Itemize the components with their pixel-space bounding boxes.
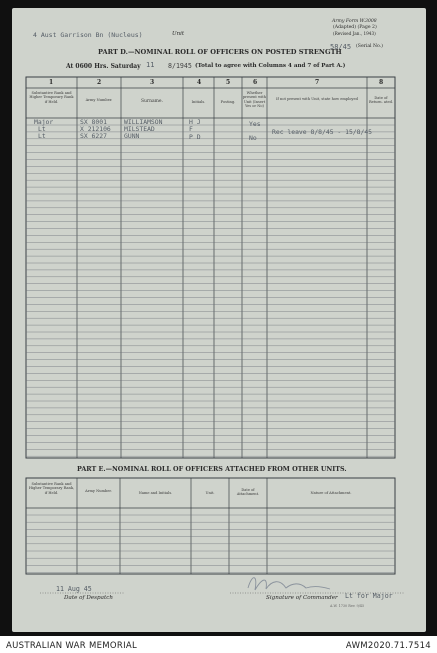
row-3-number: SX 6227 bbox=[80, 132, 107, 140]
col-num-3: 3 bbox=[150, 79, 155, 86]
caption-right: AWM2020.71.7514 bbox=[345, 641, 431, 651]
signature-for-text: Lt for Major bbox=[345, 592, 393, 600]
col-num-8: 8 bbox=[379, 79, 384, 86]
row-1-rank: Major bbox=[34, 118, 54, 126]
caption-left: AUSTRALIAN WAR MEMORIAL bbox=[6, 641, 138, 651]
part-e-header-name: Name and Initials. bbox=[138, 491, 173, 495]
row-2-rank: Lt bbox=[38, 125, 46, 133]
row-2-surname: MILSTEAD bbox=[124, 125, 155, 133]
header-posting: Posting. bbox=[220, 100, 236, 104]
roll-date-typed: 11 bbox=[146, 61, 155, 69]
row-2-initials: F bbox=[189, 125, 193, 133]
form-line-2: (Adapted) (Page 2) bbox=[333, 25, 377, 30]
row-3-surname: GUNN bbox=[124, 132, 140, 140]
despatch-label: Date of Despatch bbox=[64, 595, 113, 601]
signature-label: Signature of Commander bbox=[266, 595, 338, 601]
serial-label: (Serial No.) bbox=[356, 44, 383, 49]
part-e-header-rank: Substantive Rank and Higher Temporary Rank, if Held. bbox=[28, 482, 75, 495]
header-army-number: Army Number. bbox=[85, 98, 113, 102]
print-code: A.W. 1730 Rev. 9/45 bbox=[330, 604, 365, 608]
row-1-number: SX 8001 bbox=[80, 118, 107, 126]
header-rank: Substantive Rank and Higher Temporary Rank if Held. bbox=[29, 91, 74, 104]
part-e-title: PART E.—NOMINAL ROLL OF OFFICERS ATTACHED FROM OTHER UNITS. bbox=[77, 465, 347, 473]
unit-label: Unit bbox=[172, 31, 185, 37]
roll-date-printed: 8/1945 bbox=[168, 62, 192, 70]
header-employment: If not present with Unit, state how employed bbox=[276, 97, 358, 101]
header-initials: Initials. bbox=[191, 100, 206, 104]
row-3-rank: Lt bbox=[38, 132, 46, 140]
col-num-5: 5 bbox=[226, 79, 231, 86]
col-num-2: 2 bbox=[97, 79, 102, 86]
part-e-header-date: Date of Attachment. bbox=[236, 488, 260, 497]
header-present: Whether present with Unit (Insert Yes or No) bbox=[243, 91, 267, 109]
col-num-1: 1 bbox=[49, 79, 54, 86]
form-line-1: Army Form W.3008 bbox=[332, 19, 377, 24]
despatch-date: 11 Aug 45 bbox=[56, 585, 92, 593]
unit-name: 4 Aust Garrison Bn (Nucleus) bbox=[33, 31, 143, 39]
part-e-header-nature: Nature of Attachment. bbox=[310, 491, 352, 495]
commander-signature bbox=[248, 578, 330, 590]
row-3-present: No bbox=[249, 134, 257, 142]
col-num-4: 4 bbox=[197, 79, 202, 86]
row-3-initials: P D bbox=[189, 133, 201, 141]
total-note: (Total to agree with Columns 4 and 7 of Part A.) bbox=[195, 63, 346, 69]
row-1-present: Yes bbox=[249, 120, 261, 128]
at-hours-text: At 0600 Hrs. Saturday bbox=[66, 63, 141, 70]
row-1-surname: WILLIAMSON bbox=[124, 118, 163, 126]
serial-number: 58/45 bbox=[330, 43, 352, 51]
header-date-return: Date of Return. ated. bbox=[368, 96, 394, 105]
row-3-employment: Rec leave 8/8/45 - 15/8/45 bbox=[272, 128, 373, 136]
part-e-header-unit: Unit. bbox=[205, 491, 215, 495]
row-1-initials: H J bbox=[189, 118, 201, 126]
form-line-3: (Revised Jan., 1943) bbox=[333, 31, 376, 36]
col-num-7: 7 bbox=[315, 79, 320, 86]
header-surname: Surname. bbox=[140, 99, 164, 104]
part-d-title: PART D.—NOMINAL ROLL OF OFFICERS ON POSTED STRENGTH bbox=[98, 48, 342, 56]
col-num-6: 6 bbox=[253, 79, 258, 86]
part-e-header-number: Army Number. bbox=[85, 489, 112, 493]
row-2-number: X 212106 bbox=[80, 125, 111, 133]
